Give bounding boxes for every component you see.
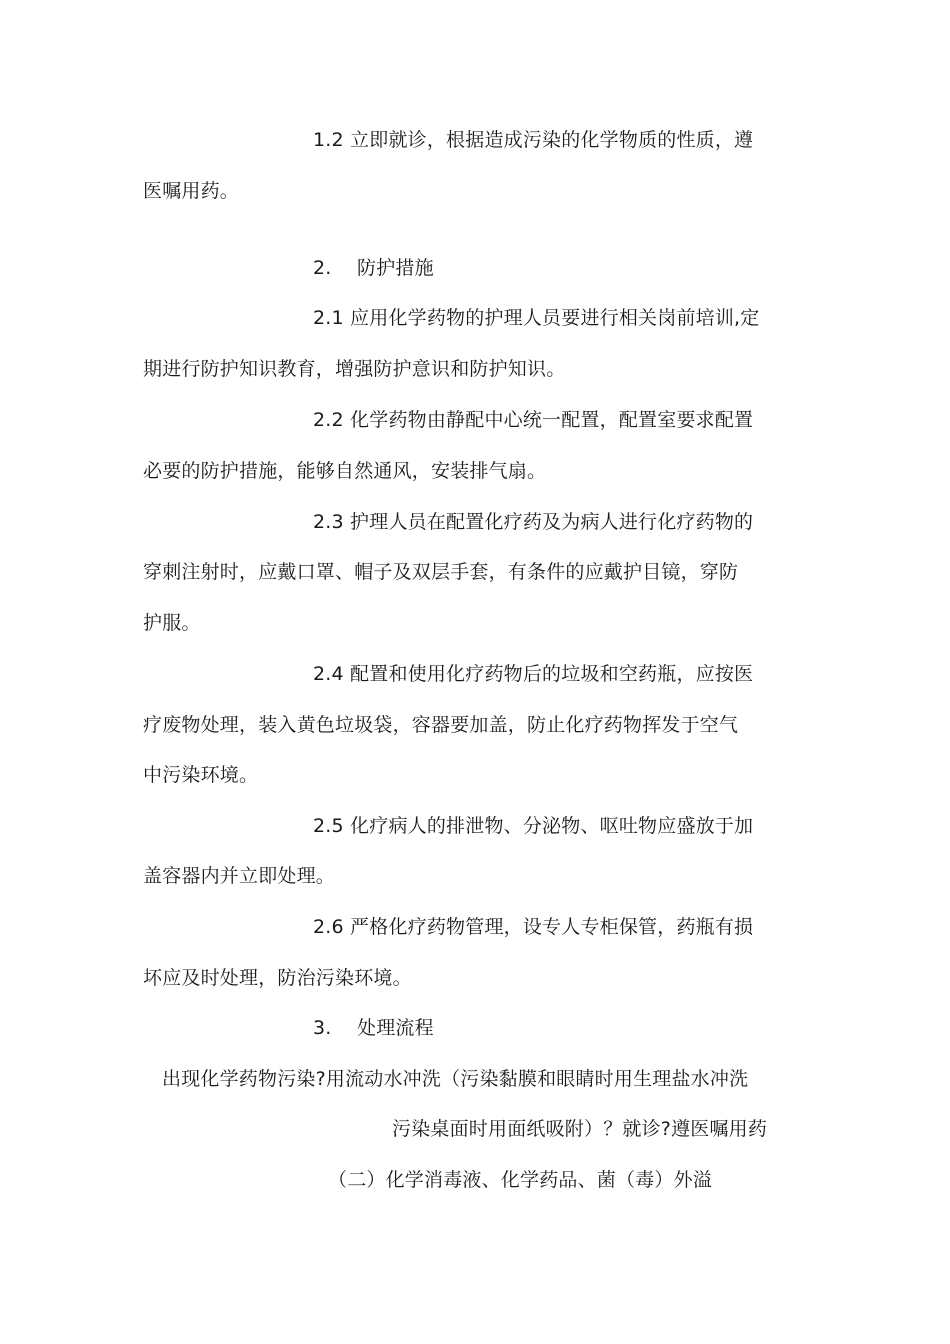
- section-title: （二）化学消毒液、化学药品、菌（毒）外溢: [328, 1169, 713, 1191]
- paragraph-1-2-line-2: 医嘱用药。: [143, 180, 240, 202]
- paragraph-2-3-line-3: 护服。: [143, 612, 201, 634]
- heading-3-number: 3.: [313, 1017, 332, 1039]
- paragraph-2-4-line-3: 中污染环境。: [143, 764, 259, 786]
- flow-line-2: 污染桌面时用面纸吸附）？就诊?遵医嘱用药: [392, 1118, 768, 1140]
- paragraph-2-3-line-1: 2.3 护理人员在配置化疗药及为病人进行化疗药物的: [313, 511, 754, 533]
- paragraph-2-2-line-2: 必要的防护措施，能够自然通风，安装排气扇。: [143, 460, 547, 482]
- paragraph-2-6-line-1: 2.6 严格化疗药物管理，设专人专柜保管，药瓶有损: [313, 916, 754, 938]
- paragraph-2-6-line-2: 坏应及时处理，防治污染环境。: [143, 967, 412, 989]
- heading-3-text: 处理流程: [357, 1017, 434, 1039]
- heading-2: [313, 255, 434, 281]
- flow-line-1: 出现化学药物污染?用流动水冲洗（污染黏膜和眼睛时用生理盐水冲洗: [162, 1068, 749, 1090]
- paragraph-2-1-line-1: 2.1 应用化学药物的护理人员要进行相关岗前培训,定: [313, 307, 760, 329]
- heading-3: [313, 1015, 434, 1041]
- paragraph-2-2-line-1: 2.2 化学药物由静配中心统一配置，配置室要求配置: [313, 409, 754, 431]
- paragraph-2-1-line-2: 期进行防护知识教育，增强防护意识和防护知识。: [143, 358, 566, 380]
- heading-2-text: 防护措施: [357, 257, 434, 279]
- paragraph-2-5-line-2: 盖容器内并立即处理。: [143, 865, 336, 887]
- paragraph-2-5-line-1: 2.5 化疗病人的排泄物、分泌物、呕吐物应盛放于加: [313, 815, 754, 837]
- paragraph-2-4-line-1: 2.4 配置和使用化疗药物后的垃圾和空药瓶，应按医: [313, 663, 754, 685]
- paragraph-2-4-line-2: 疗废物处理，装入黄色垃圾袋，容器要加盖，防止化疗药物挥发于空气: [143, 714, 739, 736]
- heading-2-number: 2.: [313, 257, 332, 279]
- paragraph-2-3-line-2: 穿刺注射时，应戴口罩、帽子及双层手套，有条件的应戴护目镜，穿防: [143, 561, 739, 583]
- paragraph-1-2-line-1: 1.2 立即就诊，根据造成污染的化学物质的性质，遵: [313, 129, 754, 151]
